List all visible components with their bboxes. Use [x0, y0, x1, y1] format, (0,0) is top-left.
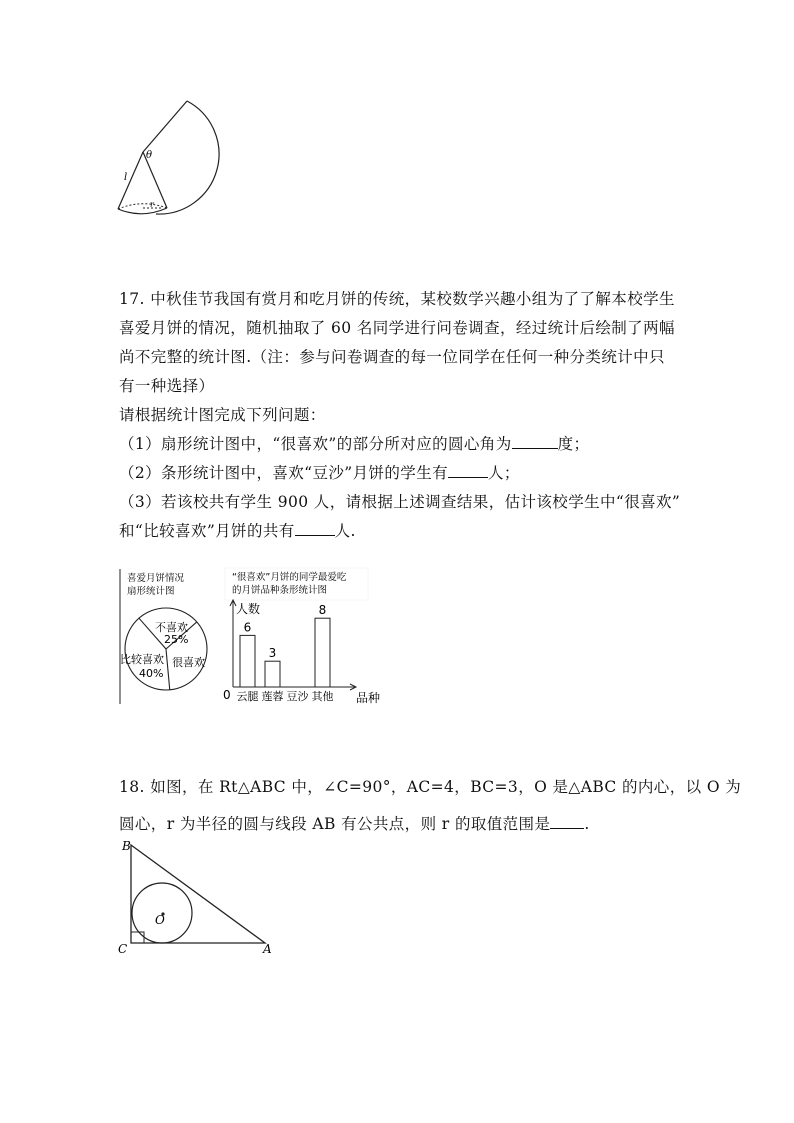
vertex-b-label: B [122, 839, 131, 853]
q18-number: 18. [119, 778, 145, 796]
q17-stem-line-3: 尚不完整的统计图.（注：参与问卷调查的每一位同学在任何一种分类统计中只 [119, 348, 665, 366]
x-tick-label-其他: 其他 [311, 690, 334, 703]
q18-line-1 [119, 773, 742, 802]
pie-pct-buxihuan: 25% [164, 633, 189, 646]
incenter-o-label: O [155, 913, 165, 927]
cone-base-front [118, 208, 167, 214]
pie-title-line-2: 扇形统计图 [127, 586, 175, 597]
cone-sector-figure [112, 96, 222, 221]
bar-chart [222, 567, 384, 707]
bar-title-line-2: 的月饼品种条形统计图 [232, 585, 328, 596]
x-tick-label-莲蓉: 莲蓉 [261, 690, 284, 703]
pie-label-buxihuan: 不喜欢 [155, 621, 188, 634]
l-label: l [124, 172, 128, 183]
pie-chart [119, 567, 219, 707]
bar-marks [237, 603, 334, 703]
pie-label-bijiaoxihuan: 比较喜欢 [120, 653, 164, 666]
q17-sub1-text: （1）扇形统计图中，“很喜欢”的部分所对应的圆心角为 [119, 435, 512, 453]
bar-其他 [315, 618, 330, 687]
pie-label-henxihuan: 很喜欢 [172, 656, 205, 669]
q17-stem-line-2: 喜爱月饼的情况，随机抽取了 60 名同学进行问卷调查，经过统计后绘制了两幅 [119, 319, 675, 337]
x-tick-label-云腿: 云腿 [236, 690, 259, 703]
bar-value-label-其他: 8 [318, 603, 327, 618]
answer-blank-4 [550, 813, 584, 829]
x-axis-label: 品种 [356, 691, 381, 705]
cone-left-edge [118, 152, 143, 209]
q17-subquestion-3-cont [119, 517, 679, 546]
triangle-incircle-figure [115, 835, 285, 960]
pie-pct-bijiaoxihuan: 40% [139, 667, 164, 680]
answer-blank-3 [295, 520, 335, 536]
question-18 [119, 773, 742, 839]
q17-instruction: 请根据统计图完成下列问题： [119, 406, 326, 424]
triangle-abc [131, 845, 265, 943]
answer-blank-2 [448, 462, 488, 478]
sector-arc [156, 101, 219, 214]
bar-value-label-莲蓉: 3 [268, 646, 277, 661]
q17-subquestion-2 [119, 459, 679, 488]
bar-title-line-1: “很喜欢”月饼的同学最爱吃 [232, 572, 347, 583]
q17-sub3-tail: 人. [334, 522, 356, 540]
pie-slice-boundary-2 [166, 649, 170, 690]
right-angle-mark [131, 932, 144, 943]
q17-number: 17. [119, 290, 145, 308]
r-label: r [150, 200, 154, 209]
q18-text-1: 如图，在 Rt△ABC 中，∠C=90°，AC=4，BC=3，O 是△ABC 的内心，以 O 为 [150, 778, 742, 796]
q18-tail: . [584, 815, 590, 833]
q17-sub2-text: （2）条形统计图中，喜欢“豆沙”月饼的学生有 [119, 464, 449, 482]
answer-blank-1 [512, 433, 558, 449]
sector-edge [143, 101, 187, 152]
y-axis-label: 人数 [236, 602, 261, 616]
q17-subquestion-1 [119, 430, 679, 459]
vertex-a-label: A [263, 942, 272, 956]
q17-sub2-tail: 人； [488, 464, 520, 482]
q17-sub1-tail: 度； [557, 435, 590, 453]
question-17 [119, 285, 679, 546]
bar-云腿 [240, 635, 255, 687]
pie-title-line-1: 喜爱月饼情况 [127, 573, 185, 584]
q17-stem-text-1: 中秋佳节我国有赏月和吃月饼的传统，某校数学兴趣小组为了了解本校学生 [150, 290, 675, 308]
origin-label: 0 [223, 688, 231, 702]
q17-stem-line-1 [119, 285, 679, 314]
q18-text-2: 圆心，r 为半径的圆与线段 AB 有公共点，则 r 的取值范围是 [119, 815, 551, 833]
q17-sub3-text: 和“比较喜欢”月饼的共有 [119, 522, 295, 540]
theta-label: θ [146, 150, 153, 161]
q17-stem-line-4: 有一种选择） [119, 377, 215, 395]
bar-莲蓉 [265, 661, 280, 687]
x-tick-label-豆沙: 豆沙 [286, 690, 309, 703]
bar-value-label-云腿: 6 [243, 620, 252, 635]
q17-subquestion-3: （3）若该校共有学生 900 人，请根据上述调查结果，估计该校学生中“很喜欢” [119, 493, 681, 511]
vertex-c-label: C [118, 942, 128, 956]
